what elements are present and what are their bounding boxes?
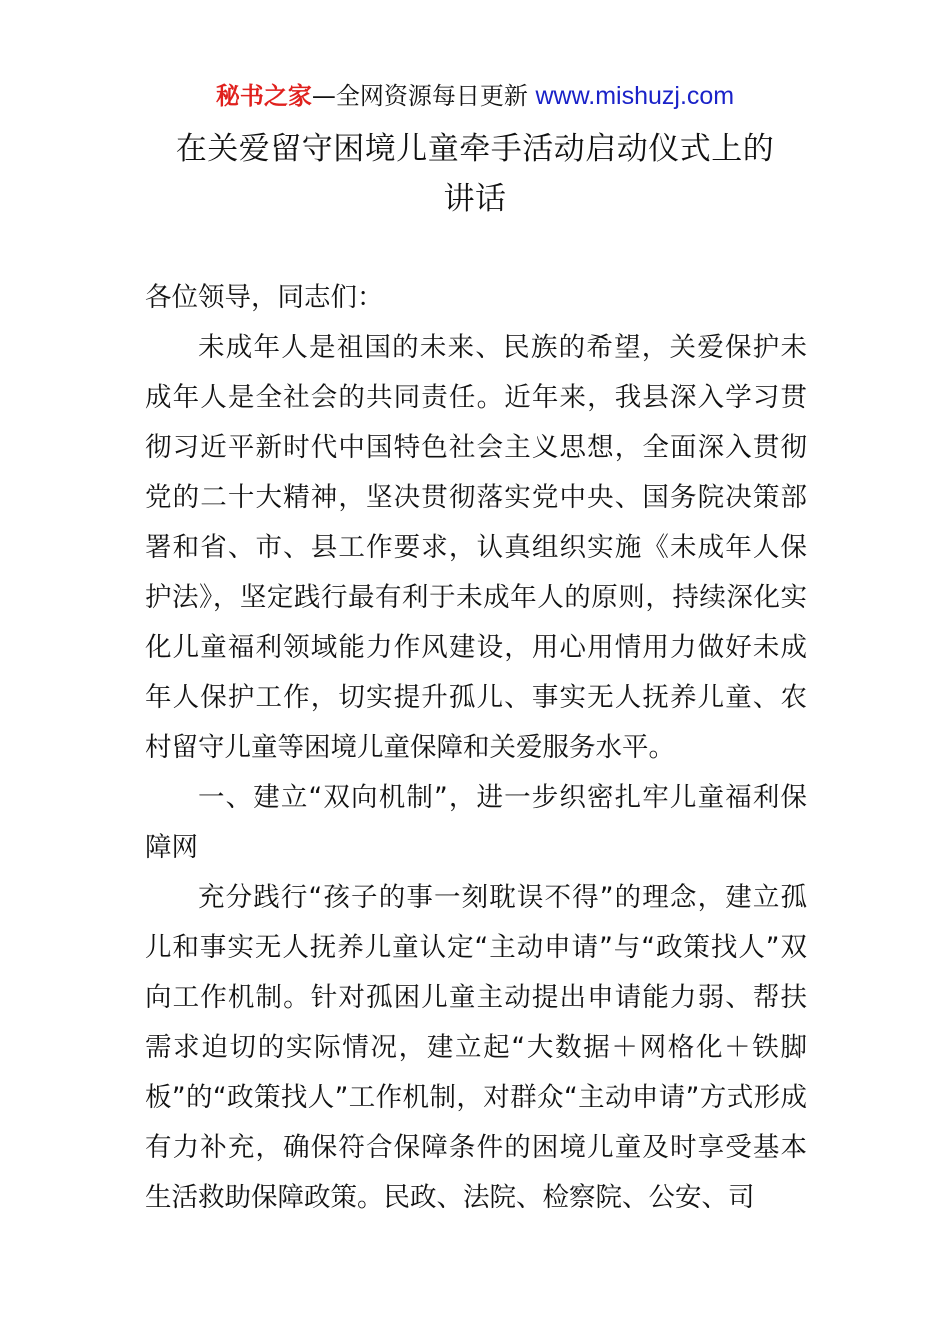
title-line-1: 在关爱留守困境儿童牵手活动启动仪式上的 <box>175 131 775 167</box>
site-url-link[interactable]: www.mishuzj.com <box>535 82 735 110</box>
header-slogan: —全网资源每日更新 <box>311 82 528 110</box>
paragraph-section-1: 充分践行“孩子的事一刻耽误不得”的理念，建立孤儿和事实无人抚养儿童认定“主动申请”与“政策找人”双向工作机制。针对孤困儿童主动提出申请能力弱、帮扶需求迫切的实际情况，建立起“大数据＋网格化＋铁脚板”的“政策找人”工作机制，对群众“主动申请”方式形成有力补充，确保符合保障条件的困境儿童及时享受基本生活救助保障政策。民政、法院、检察院、公安、司 <box>145 882 807 1213</box>
salutation: 各位领导，同志们： <box>145 282 384 313</box>
document-title <box>0 124 950 224</box>
title-line-2: 讲话 <box>443 181 507 217</box>
document-body <box>145 273 807 1223</box>
section-heading-1: 一、建立“双向机制”，进一步织密扎牢儿童福利保障网 <box>145 782 807 863</box>
site-header <box>0 80 950 112</box>
brand-name: 秘书之家 <box>215 82 312 110</box>
paragraph-intro: 未成年人是祖国的未来、民族的希望，关爱保护未成年人是全社会的共同责任。近年来，我县深入学习贯彻习近平新时代中国特色社会主义思想，全面深入贯彻党的二十大精神，坚决贯彻落实党中央、国务院决策部署和省、市、县工作要求，认真组织实施《未成年人保护法》，坚定践行最有利于未成年人的原则，持续深化实化儿童福利领域能力作风建设，用心用情用力做好未成年人保护工作，切实提升孤儿、事实无人抚养儿童、农村留守儿童等困境儿童保障和关爱服务水平。 <box>145 332 807 763</box>
